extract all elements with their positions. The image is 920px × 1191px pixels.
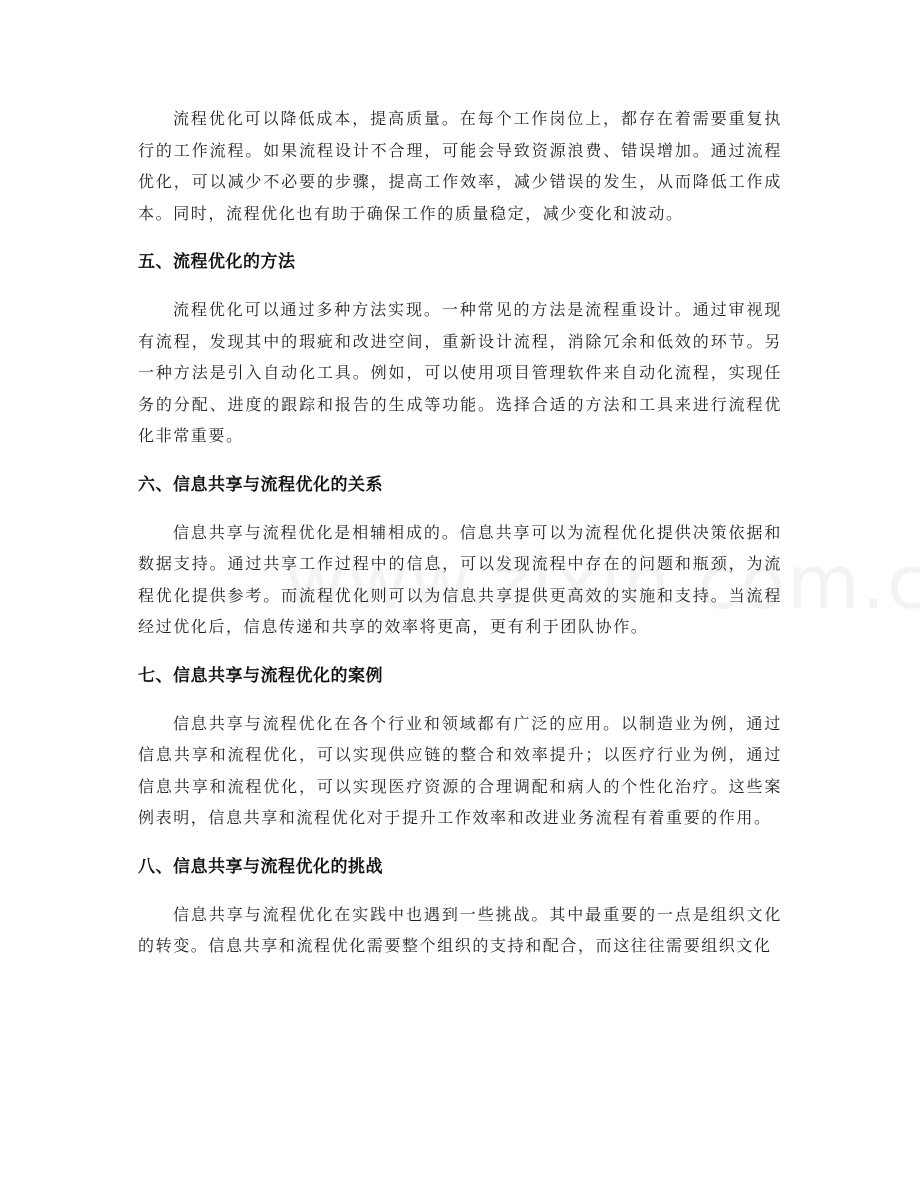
heading-section-7: 七、信息共享与流程优化的案例 — [138, 665, 383, 686]
document-body — [138, 103, 782, 962]
paragraph-cases: 信息共享与流程优化在各个行业和领域都有广泛的应用。以制造业为例，通过信息共享和流程优化，可以实现供应链的整合和效率提升；以医疗行业为例，通过信息共享和流程优化，可以实现医疗资源的合理调配和病人的个性化治疗。这些案例表明，信息共享和流程优化对于提升工作效率和改进业务流程有着重要的作用。 — [138, 713, 782, 827]
paragraph-cost-quality: 流程优化可以降低成本，提高质量。在每个工作岗位上，都存在着需要重复执行的工作流程。如果流程设计不合理，可能会导致资源浪费、错误增加。通过流程优化，可以减少不必要的步骤，提高工作效率，减少错误的发生，从而降低工作成本。同时，流程优化也有助于确保工作的质量稳定，减少变化和波动。 — [138, 109, 782, 223]
paragraph-methods: 流程优化可以通过多种方法实现。一种常见的方法是流程重设计。通过审视现有流程，发现其中的瑕疵和改进空间，重新设计流程，消除冗余和低效的环节。另一种方法是引入自动化工具。例如，可以使用项目管理软件来自动化流程，实现任务的分配、进度的跟踪和报告的生成等功能。选择合适的方法和工具来进行流程优化非常重要。 — [138, 300, 782, 445]
paragraph-challenges: 信息共享与流程优化在实践中也遇到一些挑战。其中最重要的一点是组织文化的转变。信息共享和流程优化需要整个组织的支持和配合，而这往往需要组织文化 — [138, 904, 782, 955]
paragraph-relationship: 信息共享与流程优化是相辅相成的。信息共享可以为流程优化提供决策依据和数据支持。通过共享工作过程中的信息，可以发现流程中存在的问题和瓶颈，为流程优化提供参考。而流程优化则可以为信息共享提供更高效的实施和支持。当流程经过优化后，信息传递和共享的效率将更高，更有利于团队协作。 — [138, 522, 782, 636]
heading-section-8: 八、信息共享与流程优化的挑战 — [138, 856, 383, 877]
heading-section-6: 六、信息共享与流程优化的关系 — [138, 474, 383, 495]
heading-section-5: 五、流程优化的方法 — [138, 252, 296, 272]
